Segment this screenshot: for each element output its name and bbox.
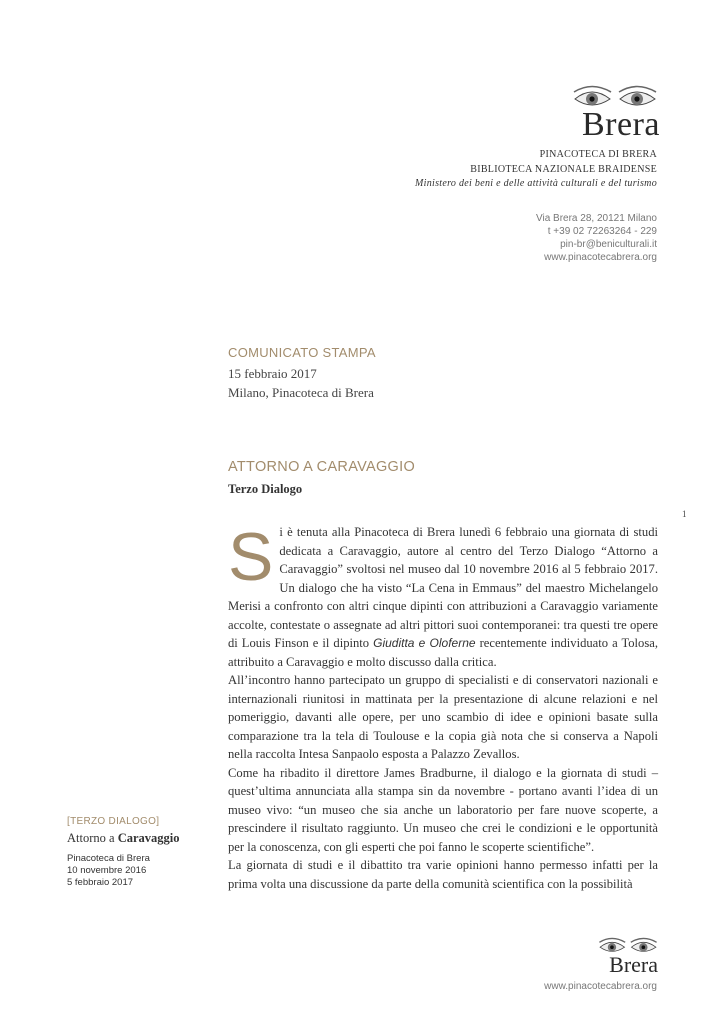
press-place: Milano, Pinacoteca di Brera <box>228 385 374 400</box>
press-date: 15 febbraio 2017 <box>228 366 317 381</box>
sidebar-title <box>67 831 180 846</box>
paragraph-1-text-a: i è tenuta alla Pinacoteca di Brera lunedì 6 febbraio una giornata di studi dedicata a Caravaggio, autore al centro del Terzo Dialogo “Attorno a Caravaggio” svoltosi nel museo dal 10 novembre 2016 al 5 febbraio 2017. Un dialogo che ha visto “La Cena in Emmaus” del maestro Michelangelo Merisi a confronto con altri cinque dipinti con attribuzioni a Caravaggio variamente accolte, contestate o assegnate ad altri pittori suoi contemporanei: tra questi tre opere di Louis Finson e il dipinto <box>228 525 658 650</box>
contact-phone: t +39 02 72263264 - 229 <box>547 226 657 237</box>
paragraph-2: All’incontro hanno partecipato un gruppo di specialisti e di conservatori nazionali e internazionali riunitosi in mattinata per la presentazione di alcune relazioni e nel pomeriggio, davanti alle opere, per uno scambio di idee e opinioni basate sulla comparazione tra la tela di Toulouse e la copia già nota che si conserva a Napoli nella raccolta Intesa Sanpaolo esposta a Palazzo Zevallos. <box>228 673 658 761</box>
contact-email[interactable]: pin-br@beniculturali.it <box>560 239 657 250</box>
drop-cap: S <box>228 519 274 595</box>
institution-biblioteca: BIBLIOTECA NAZIONALE BRAIDENSE <box>470 164 657 175</box>
sidebar-start-date: 10 novembre 2016 <box>67 865 147 876</box>
sidebar-title-prefix: Attorno a <box>67 831 118 845</box>
page-number: 1 <box>682 509 687 519</box>
artwork-title: Giuditta e Oloferne <box>373 636 476 650</box>
paragraph-4: La giornata di studi e il dibattito tra varie opinioni hanno permesso infatti per la prima volta una discussione da parte della comunità scientifica con la possibilità <box>228 858 658 891</box>
paragraph-1 <box>228 519 658 671</box>
sidebar-end-date: 5 febbraio 2017 <box>67 877 134 888</box>
paragraph-3: Come ha ribadito il direttore James Bradburne, il dialogo e la giornata di studi – quest’ultima annunciata alla stampa sin da novembre - portano avanti l’idea di un museo vivo: “un museo che sia anche un laboratorio per fare nuove scoperte, a prescindere il risultato raggiunto. Un museo che crei le condizioni e le opportunità per la conoscenza, con gli esperti che poi fanno le scoperte scientifiche”. <box>228 765 658 854</box>
institution-ministero: Ministero dei beni e delle attività culturali e del turismo <box>414 178 657 189</box>
sidebar-title-bold: Caravaggio <box>117 831 180 845</box>
page-title: ATTORNO A CARAVAGGIO <box>228 459 416 475</box>
paragraph-1-text-b: recentemente individuato a Tolosa, attribuito a Caravaggio e molto discusso dalla critica. <box>228 636 658 669</box>
contact-address: Via Brera 28, 20121 Milano <box>535 213 657 224</box>
sidebar-venue: Pinacoteca di Brera <box>67 853 150 864</box>
brand-logo-text: Brera <box>581 106 660 143</box>
press-release-label: COMUNICATO STAMPA <box>228 345 376 360</box>
body-text <box>228 519 658 893</box>
page-subtitle: Terzo Dialogo <box>228 482 303 496</box>
footer-brand-text: Brera <box>609 952 658 977</box>
institution-pinacoteca: PINACOTECA DI BRERA <box>539 149 657 160</box>
contact-website[interactable]: www.pinacotecabrera.org <box>544 252 657 263</box>
footer-website-link[interactable]: www.pinacotecabrera.org <box>544 981 657 992</box>
sidebar-tag: [TERZO DIALOGO] <box>67 816 160 827</box>
